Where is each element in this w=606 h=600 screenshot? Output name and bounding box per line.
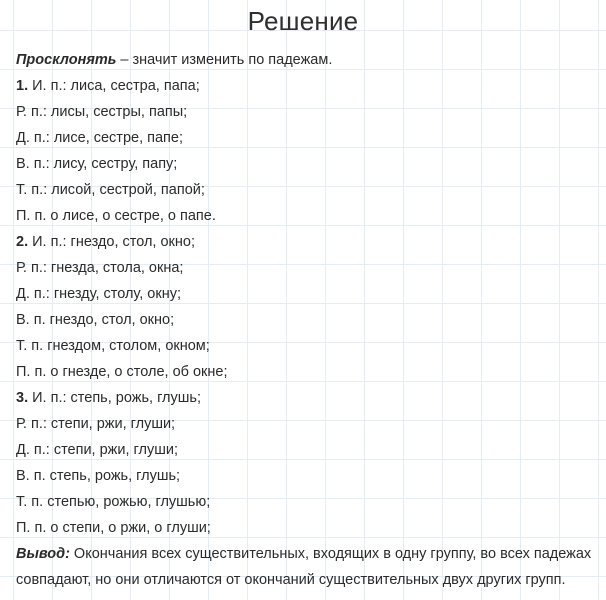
group-line: В. п.: лису, сестру, папу; <box>16 156 178 172</box>
group-line: Т. п.: лисой, сестрой, папой; <box>16 182 205 198</box>
group-line-text: И. п.: гнездо, стол, окно; <box>32 234 195 250</box>
solution-body <box>0 39 606 593</box>
conclusion-label: Вывод: <box>16 546 70 562</box>
group-line: Д. п.: степи, ржи, глуши; <box>16 442 178 458</box>
group-line <box>16 385 592 411</box>
conclusion-text: Окончания всех существительных, входящих в одну группу, во всех падежах совпадают, но они отличаются от окончаний существительных двух других групп. <box>16 546 592 588</box>
group-number: 2. <box>16 234 29 250</box>
group-line: Т. п. гнездом, столом, окном; <box>16 338 210 354</box>
conclusion-paragraph <box>16 541 592 593</box>
group-line-text: И. п.: лиса, сестра, папа; <box>32 78 200 94</box>
page-title: Решение <box>247 6 359 36</box>
group-line <box>16 229 592 255</box>
group-line <box>16 73 592 99</box>
group-line: Т. п. степью, рожью, глушью; <box>16 494 211 510</box>
group-line: Р. п.: степи, ржи, глуши; <box>16 416 176 432</box>
group-line: В. п. гнездо, стол, окно; <box>16 312 175 328</box>
group-line: В. п. степь, рожь, глушь; <box>16 468 181 484</box>
intro-line <box>16 47 592 73</box>
group-line-text: И. п.: степь, рожь, глушь; <box>32 390 201 406</box>
group-line: Д. п.: лисе, сестре, папе; <box>16 130 183 146</box>
group-number: 3. <box>16 390 29 406</box>
intro-rest: – значит изменить по падежам. <box>116 52 333 68</box>
intro-emphasis: Просклонять <box>16 52 117 68</box>
group-line: Р. п.: лисы, сестры, папы; <box>16 104 188 120</box>
group-line: Д. п.: гнезду, столу, окну; <box>16 286 181 302</box>
group-line: П. п. о гнезде, о столе, об окне; <box>16 364 228 380</box>
group-line: П. п. о степи, о ржи, о глуши; <box>16 520 211 536</box>
group-number: 1. <box>16 78 29 94</box>
group-line: П. п. о лисе, о сестре, о папе. <box>16 208 216 224</box>
group-line: Р. п.: гнезда, стола, окна; <box>16 260 184 276</box>
